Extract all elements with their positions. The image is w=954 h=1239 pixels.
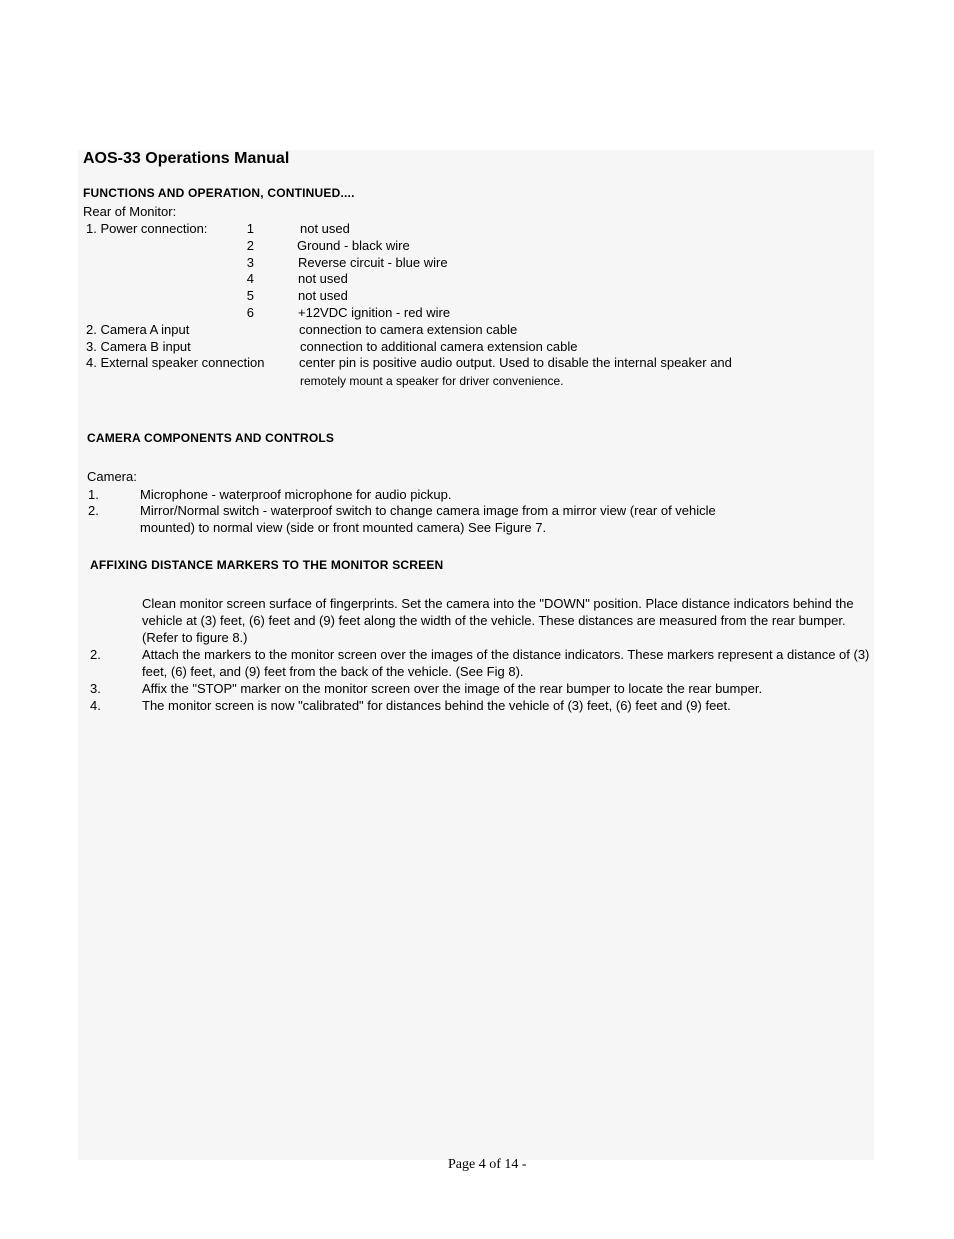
distance-markers-step-calibrated: The monitor screen is now "calibrated" for distances behind the vehicle of (3) feet, (6) feet and (9) feet. bbox=[142, 698, 731, 713]
pin-description: Ground - black wire bbox=[297, 238, 410, 253]
speaker-connection-label: 4. External speaker connection bbox=[86, 355, 265, 370]
page-number: Page 4 of 14 - bbox=[448, 1157, 527, 1172]
camera-b-label: 3. Camera B input bbox=[86, 339, 191, 354]
speaker-connection-description: center pin is positive audio output. Used to disable the internal speaker and bbox=[299, 355, 732, 370]
list-number: 3. bbox=[90, 681, 101, 696]
pin-number: 5 bbox=[246, 288, 254, 303]
section-heading-camera: CAMERA COMPONENTS AND CONTROLS bbox=[87, 431, 335, 445]
speaker-connection-description-cont: remotely mount a speaker for driver convenience. bbox=[300, 374, 564, 388]
pin-description: +12VDC ignition - red wire bbox=[298, 305, 451, 320]
pin-description: not used bbox=[298, 271, 348, 286]
camera-item-switch: Mirror/Normal switch - waterproof switch to change camera image from a mirror view (rear of vehicle bbox=[140, 503, 716, 518]
list-number: 4. bbox=[90, 698, 101, 713]
camera-label: Camera: bbox=[87, 469, 137, 484]
pin-number: 2 bbox=[246, 238, 254, 253]
camera-item-microphone: Microphone - waterproof microphone for audio pickup. bbox=[140, 487, 452, 502]
pin-description: Reverse circuit - blue wire bbox=[298, 255, 448, 270]
distance-markers-step-attach: Attach the markers to the monitor screen over the images of the distance indicators. These markers represent a distance of (3) feet, (6) feet, and (9) feet from the back of the vehicle. (See Fig 8). bbox=[142, 647, 870, 679]
section-heading-functions: FUNCTIONS AND OPERATION, CONTINUED.... bbox=[83, 186, 355, 200]
rear-of-monitor-label: Rear of Monitor: bbox=[83, 204, 177, 219]
section-heading-distance-markers: AFFIXING DISTANCE MARKERS TO THE MONITOR SCREEN bbox=[90, 558, 444, 572]
list-number: 2. bbox=[88, 503, 99, 518]
pin-number: 1 bbox=[246, 221, 254, 236]
camera-item-switch-cont: mounted) to normal view (side or front mounted camera) See Figure 7. bbox=[140, 520, 547, 535]
pin-description: not used bbox=[300, 221, 350, 236]
list-number: 1. bbox=[88, 487, 99, 502]
distance-markers-step-stop: Affix the "STOP" marker on the monitor screen over the image of the rear bumper to locate the rear bumper. bbox=[142, 681, 763, 696]
list-number: 2. bbox=[90, 647, 101, 662]
document-title: AOS-33 Operations Manual bbox=[83, 150, 290, 167]
pin-number: 3 bbox=[246, 255, 254, 270]
camera-a-label: 2. Camera A input bbox=[86, 322, 190, 337]
pin-description: not used bbox=[298, 288, 348, 303]
distance-markers-intro: Clean monitor screen surface of fingerprints. Set the camera into the "DOWN" position. Place distance indicators behind the vehicle at (3) feet, (6) feet and (9) feet along the width of the vehicle. These distances are measured from the rear bumper. (Refer to figure 8.) bbox=[142, 596, 854, 645]
power-connection-label: 1. Power connection: bbox=[86, 221, 208, 236]
pin-number: 6 bbox=[246, 305, 254, 320]
camera-a-description: connection to camera extension cable bbox=[299, 322, 518, 337]
camera-b-description: connection to additional camera extension cable bbox=[300, 339, 578, 354]
pin-number: 4 bbox=[246, 271, 254, 286]
